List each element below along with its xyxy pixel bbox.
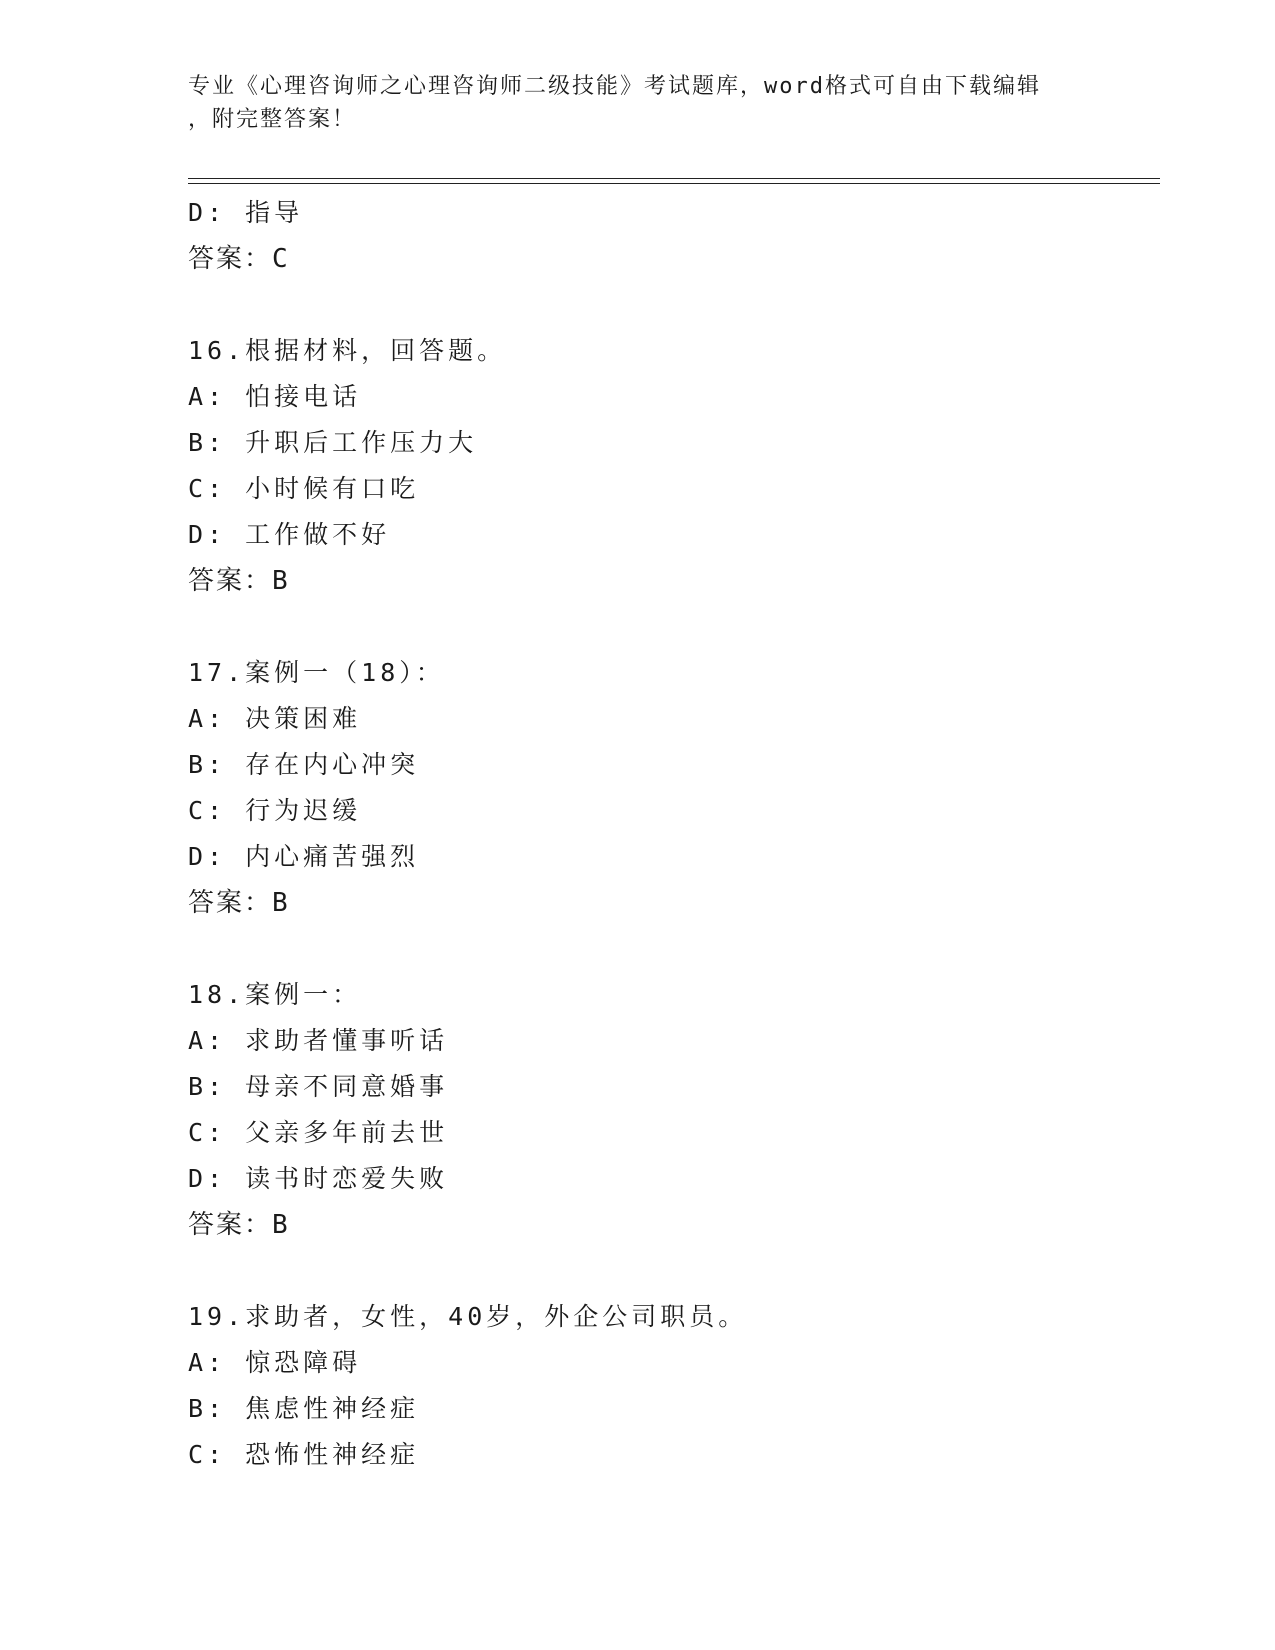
question-19 [188,1294,1148,1478]
answer-line: 答案：B [188,1210,290,1240]
option-c: C: 行为迟缓 [188,796,362,825]
header-line-1: 专业《心理咨询师之心理咨询师二级技能》考试题库，word格式可自由下载编辑 [188,74,1041,99]
option-a: A: 惊恐障碍 [188,1348,362,1377]
question-17 [188,650,1148,926]
option-b: B: 存在内心冲突 [188,750,420,779]
option-c: C: 小时候有口吃 [188,474,420,503]
option-a: A: 决策困难 [188,704,362,733]
header-divider-bottom [188,183,1160,184]
option-a: A: 怕接电话 [188,382,362,411]
option-c: C: 恐怖性神经症 [188,1440,420,1469]
spacer [188,282,1148,328]
answer-line: 答案：B [188,566,290,596]
question-list [188,190,1148,1478]
option-b: B: 升职后工作压力大 [188,428,478,457]
answer-line: 答案：B [188,888,290,918]
document-header [188,70,1088,136]
question-stem: 17.案例一（18）： [188,658,445,687]
spacer [188,604,1148,650]
question-18 [188,972,1148,1248]
option-a: A: 求助者懂事听话 [188,1026,449,1055]
option-d: D: 工作做不好 [188,520,391,549]
question-stem: 16.根据材料，回答题。 [188,336,507,365]
question-fragment-15 [188,190,1148,282]
option-b: B: 焦虑性神经症 [188,1394,420,1423]
option-d: D: 读书时恋爱失败 [188,1164,449,1193]
option-d: D: 指导 [188,198,304,227]
option-b: B: 母亲不同意婚事 [188,1072,449,1101]
answer-line: 答案：C [188,244,290,274]
question-16 [188,328,1148,604]
header-divider-top [188,178,1160,179]
spacer [188,1248,1148,1294]
header-line-2: ，附完整答案！ [188,107,357,132]
option-d: D: 内心痛苦强烈 [188,842,420,871]
question-stem: 19.求助者，女性，40岁，外企公司职员。 [188,1302,748,1331]
question-stem: 18.案例一： [188,980,362,1009]
option-c: C: 父亲多年前去世 [188,1118,449,1147]
spacer [188,926,1148,972]
